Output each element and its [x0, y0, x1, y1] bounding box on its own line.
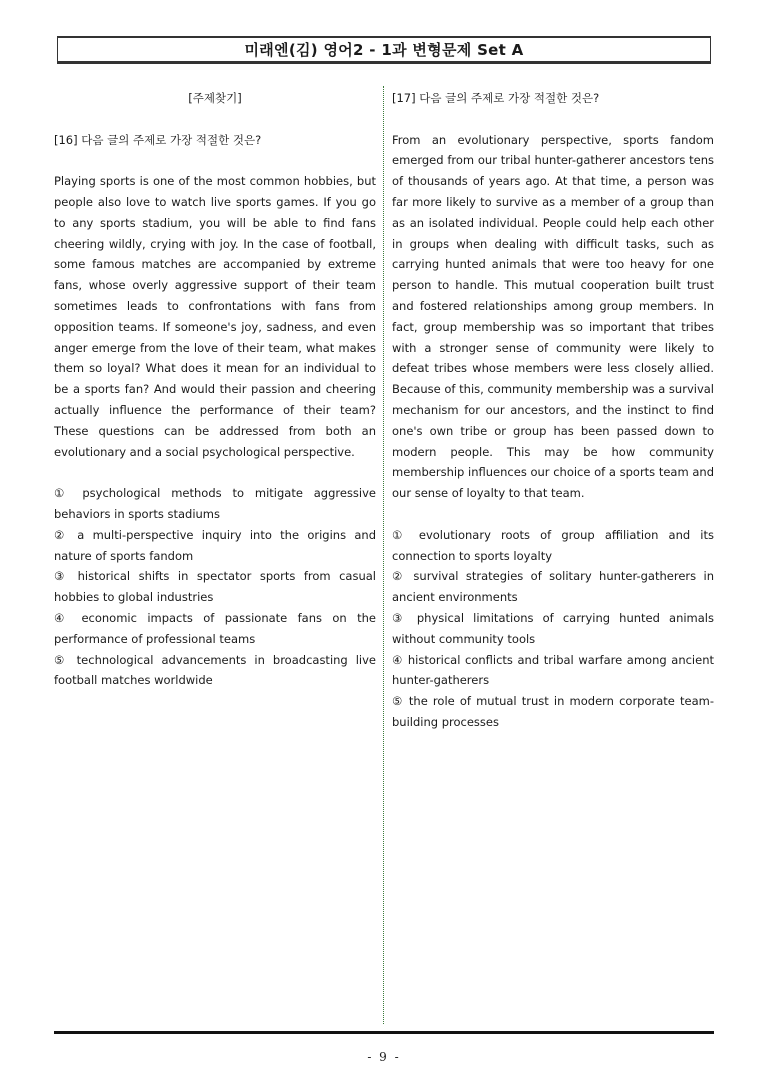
page-number: - 9 -	[367, 1050, 401, 1064]
q17-option-3: ③ physical limitations of carrying hunted animals without community tools	[392, 610, 714, 646]
right-column	[392, 88, 714, 733]
q16-option-3: ③ historical shifts in spectator sports from casual hobbies to global industries	[54, 569, 376, 605]
q17-option-1: ① evolutionary roots of group affiliation and its connection to sports loyalty	[392, 527, 714, 563]
q16-option-5: ⑤ technological advancements in broadcasting live football matches worldwide	[54, 652, 376, 688]
q16-option-2: ② a multi-perspective inquiry into the origins and nature of sports fandom	[54, 527, 376, 563]
question-17-prompt: [17] 다음 글의 주제로 가장 적절한 것은?	[392, 91, 600, 105]
q16-option-1: ① psychological methods to mitigate aggressive behaviors in sports stadiums	[54, 486, 376, 521]
column-divider	[383, 86, 384, 1024]
section-tag: [주제찾기]	[188, 91, 242, 105]
page-title: 미래엔(김) 영어2 - 1과 변형문제 Set A	[244, 41, 524, 59]
q17-option-2: ② survival strategies of solitary hunter-gatherers in ancient environments	[392, 569, 714, 605]
q17-option-4: ④ historical conflicts and tribal warfare among ancient hunter-gatherers	[392, 652, 714, 688]
q17-option-5: ⑤ the role of mutual trust in modern corporate team-building processes	[392, 694, 714, 729]
question-17-passage: From an evolutionary perspective, sports fandom emerged from our tribal hunter-gatherer ancestors tens of thousands of years ago. At that time, a person was far more likely to survive as a member of a group than as an isolated individual. People could help each other in groups when dealing with difficult tasks, such as carrying hunted animals that were too heavy for one person to handle. This mutual cooperation built trust and fostered relationships among group members. In fact, group membership was so important that tribes with a stronger sense of community were likely to defeat tribes whose members were less closely allied. Because of this, community membership was a survival mechanism for our ancestors, and the instinct to find one's own tribe or group has been passed down to modern people. This may be how community membership influences our choice of a sports team and our sense of loyalty to that team.	[392, 132, 714, 501]
footer-rule	[54, 1031, 714, 1034]
question-16-prompt: [16] 다음 글의 주제로 가장 적절한 것은?	[54, 132, 262, 147]
q16-option-4: ④ economic impacts of passionate fans on the performance of professional teams	[54, 610, 376, 646]
left-column	[54, 88, 376, 691]
question-16-passage: Playing sports is one of the most common hobbies, but people also love to watch live sports games. If you go to any sports stadium, you will be able to find fans cheering wildly, crying with joy. In the case of football, some famous matches are accompanied by extreme fans, whose overly aggressive support of their team sometimes leads to confrontations with fans from opposition teams. If someone's joy, sadness, and even anger emerge from the love of their team, what makes them so loyal? What does it mean for an individual to be a sports fan? And would their passion and cheering actually influence the performance of their team? These questions can be addressed from both an evolutionary and a social psychological perspective.	[54, 174, 376, 459]
title-box	[57, 36, 711, 64]
